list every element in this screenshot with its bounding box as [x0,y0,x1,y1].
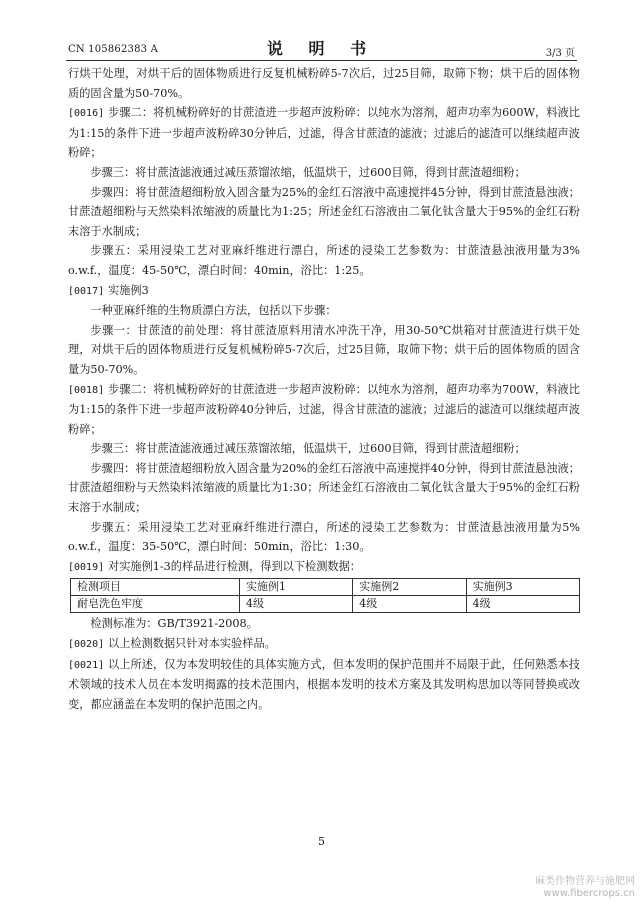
table-cell: 4级 [353,596,466,613]
paragraph: 一种亚麻纤维的生物质漂白方法，包括以下步骤： [90,304,337,318]
example-heading: 实施例3 [108,283,149,297]
document-title: 说 明 书 [266,39,377,58]
table-header-cell: 实施例1 [239,579,352,596]
paragraph: [0021] 以上所述，仅为本发明较佳的具体实施方式，但本发明的保护范围并不局限于此，任何熟悉本技术领域的技术人员在本发明揭露的技术范围内，根据本发明的技术方案及其发明构思加以等同替换或改变，都应涵盖在本发明的保护范围之内。 [68,657,580,711]
watermark-url: www.fibercrops.cn [543,888,635,899]
paragraph: 步骤四：将甘蔗渣超细粉放入固含量为20%的金红石溶液中高速搅拌40分钟，得到甘蔗渣悬浊液；甘蔗渣超细粉与天然染料浓缩液的质量比为1:30；所述金红石溶液由二氧化钛含量大于95%的金红石粉末溶于水制成； [68,461,580,515]
paragraph: 步骤五：采用浸染工艺对亚麻纤维进行漂白，所述的浸染工艺参数为：甘蔗渣悬浊液用量为5% o.w.f.，温度：35-50℃，漂白时间：50min，浴比：1:30。 [68,520,580,554]
table-header-row [71,579,580,596]
paragraph: 行烘干处理，对烘干后的固体物质进行反复机械粉碎5-7次后，过25目筛，取筛下物；烘干后的固体物质的固含量为50-70%。 [68,67,580,100]
header-rule [66,60,577,61]
paragraph: 步骤一：甘蔗渣的前处理：将甘蔗渣原料用清水冲洗干净，用30-50℃烘箱对甘蔗渣进行烘干处理，对烘干后的固体物质进行反复机械粉碎5-7次后，过25目筛，取筛下物；烘干后的固体物质的固含量为50-70%。 [68,323,580,376]
paragraph-tag: [0019] [68,561,105,573]
table-header-cell: 实施例3 [466,579,579,596]
document-body [68,64,580,714]
paragraph: [0020] 以上检测数据只针对本实验样品。 [68,634,580,655]
paragraph-tag: [0017] [68,285,105,297]
patent-number: CN 105862383 A [68,44,159,55]
watermark-site-name: 麻类作物营养与施肥网 [535,876,635,887]
paragraph: 检测标准为：GB/T3921-2008。 [90,617,258,631]
paragraph-tag: [0021] [68,659,105,671]
table-row [71,596,580,613]
paragraph: 步骤三：将甘蔗渣滤液通过减压蒸馏浓缩，低温烘干，过600目筛，得到甘蔗渣超细粉； [90,442,526,456]
paragraph: 步骤五：采用浸染工艺对亚麻纤维进行漂白，所述的浸染工艺参数为：甘蔗渣悬浊液用量为3% o.w.f.，温度：45-50℃，漂白时间：40min，浴比：1:25。 [68,244,580,277]
watermark [535,876,635,900]
paragraph-tag: [0018] [68,384,105,396]
table-cell: 4级 [466,596,579,613]
table-cell: 4级 [239,596,352,613]
paragraph: 步骤三：将甘蔗渣滤液通过减压蒸馏浓缩，低温烘干，过600目筛，得到甘蔗渣超细粉； [90,165,526,179]
page-label: 3/3 页 [545,48,575,59]
paragraph: 步骤四：将甘蔗渣超细粉放入固含量为25%的金红石溶液中高速搅拌45分钟，得到甘蔗渣悬浊液；甘蔗渣超细粉与天然染料浓缩液的质量比为1:25；所述金红石溶液由二氧化钛含量大于95%的金红石粉末溶于水制成； [68,185,580,238]
table-cell: 耐皂洗色牢度 [71,596,240,613]
paragraph-tag: [0016] [68,108,105,120]
table-header-cell: 实施例2 [353,579,466,596]
page-number: 5 [318,835,325,848]
paragraph: [0018] 步骤二：将机械粉碎好的甘蔗渣进一步超声波粉碎：以纯水为溶剂，超声功率为700W，料液比为1:15的条件下进一步超声波粉碎40分钟后，过滤，得含甘蔗渣的滤液；过滤后的滤渣可以继续超声波粉碎； [68,382,580,436]
paragraph: [0019] 对实施例1-3的样品进行检测，得到以下检测数据： [68,557,580,578]
table-header-cell: 检测项目 [71,579,240,596]
paragraph: [0016] 步骤二：将机械粉碎好的甘蔗渣进一步超声波粉碎：以纯水为溶剂，超声功率为600W，料液比为1:15的条件下进一步超声波粉碎30分钟后，过滤，得含甘蔗渣的滤液；过滤后的滤渣可以继续超声波粉碎； [68,106,580,160]
paragraph-tag: [0020] [68,639,105,651]
paragraph [68,281,580,302]
results-table [70,578,580,613]
